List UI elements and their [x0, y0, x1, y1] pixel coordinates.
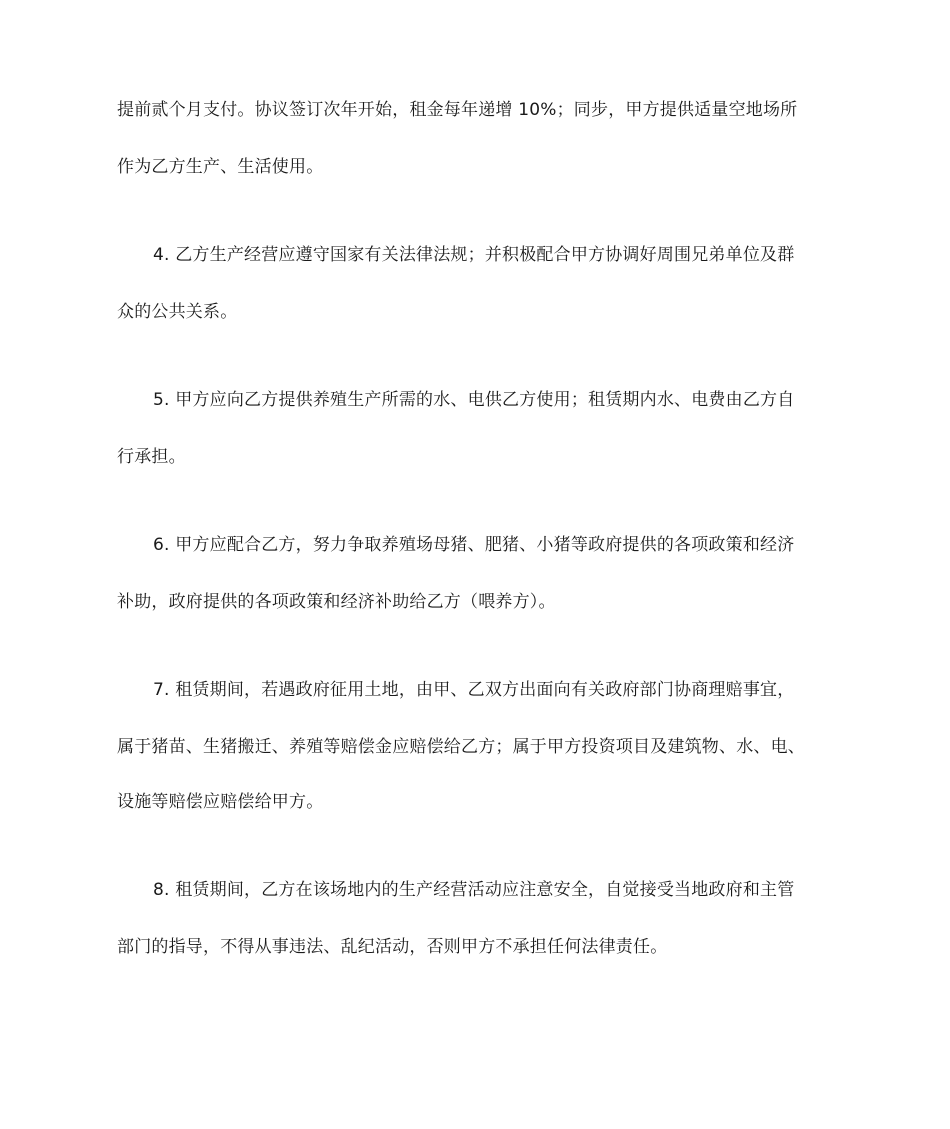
- clause-7-line: 设施等赔偿应赔偿给甲方。: [117, 792, 324, 812]
- clause-5-line: 5. 甲方应向乙方提供养殖生产所需的水、电供乙方使用；租赁期内水、电费由乙方自: [153, 390, 795, 410]
- clause-8-line: 部门的指导，不得从事违法、乱纪活动，否则甲方不承担任何法律责任。: [117, 937, 668, 957]
- clause-5-line: 行承担。: [117, 447, 186, 467]
- clause-7-line: 属于猪苗、生猪搬迁、养殖等赔偿金应赔偿给乙方；属于甲方投资项目及建筑物、水、电、: [117, 737, 805, 757]
- clause-6-line: 补助，政府提供的各项政策和经济补助给乙方（喂养方）。: [117, 592, 556, 612]
- clause-4-line: 4. 乙方生产经营应遵守国家有关法律法规；并积极配合甲方协调好周围兄弟单位及群: [153, 245, 795, 265]
- clause-6-line: 6. 甲方应配合乙方，努力争取养殖场母猪、肥猪、小猪等政府提供的各项政策和经济: [153, 535, 795, 555]
- clause-7-line: 7. 租赁期间，若遇政府征用土地，由甲、乙双方出面向有关政府部门协商理赔事宜，: [153, 680, 795, 700]
- clause-8-line: 8. 租赁期间，乙方在该场地内的生产经营活动应注意安全，自觉接受当地政府和主管: [153, 880, 795, 900]
- paragraph-line: 作为乙方生产、生活使用。: [117, 157, 324, 177]
- clause-4-line: 众的公共关系。: [117, 302, 238, 322]
- paragraph-line: 提前贰个月支付。协议签订次年开始，租金每年递增 10%；同步，甲方提供适量空地场所: [117, 100, 798, 120]
